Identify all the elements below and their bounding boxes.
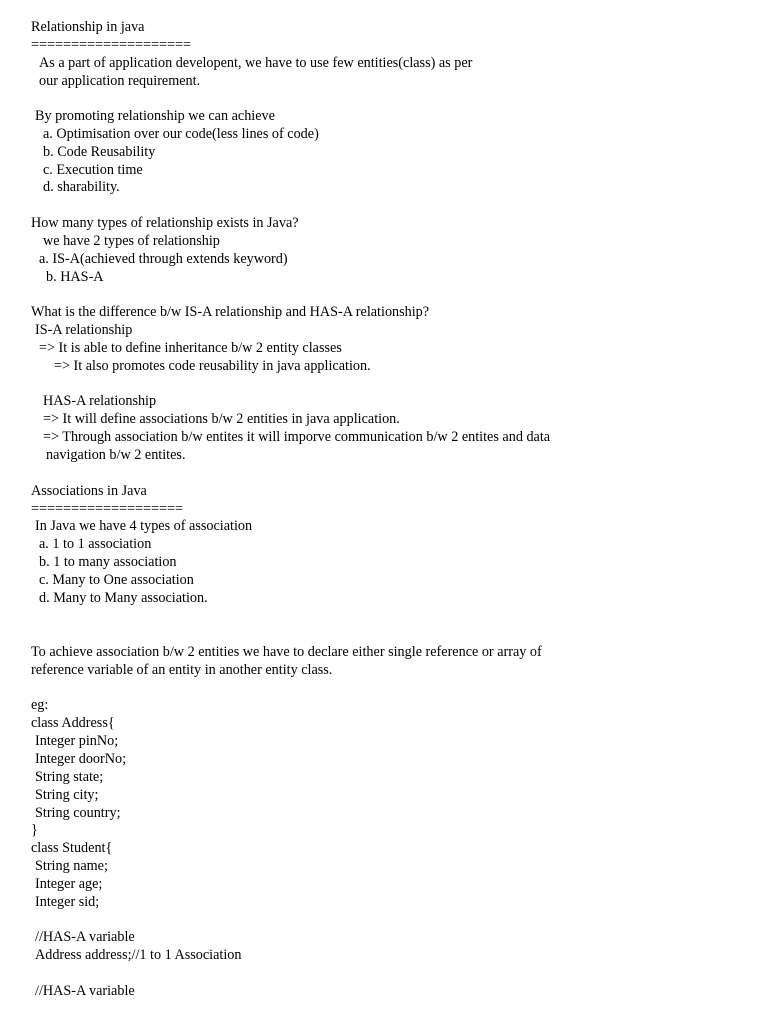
doc-divider: =================== [31, 501, 184, 517]
doc-list-item: b. 1 to many association [39, 554, 177, 570]
doc-line: By promoting relationship we can achieve [35, 108, 275, 124]
doc-line: => It is able to define inheritance b/w 2 entity classes [39, 340, 342, 356]
doc-line: => Through association b/w entites it will imporve communication b/w 2 entites and data [43, 429, 551, 445]
doc-code-line: class Student{ [31, 840, 113, 856]
doc-code-line: String name; [35, 858, 108, 874]
doc-list-item: a. IS-A(achieved through extends keyword) [39, 251, 288, 267]
doc-list-item: a. 1 to 1 association [39, 536, 152, 552]
doc-list-item: b. HAS-A [46, 269, 104, 285]
doc-line: we have 2 types of relationship [43, 233, 220, 249]
doc-line: => It also promotes code reusability in java application. [54, 358, 371, 374]
doc-line: To achieve association b/w 2 entities we have to declare either single reference or array of [31, 644, 542, 660]
doc-line: In Java we have 4 types of association [35, 518, 253, 534]
doc-subheading: HAS-A relationship [43, 393, 157, 409]
doc-question: How many types of relationship exists in Java? [31, 215, 299, 231]
doc-line: our application requirement. [39, 73, 201, 89]
doc-code-line: String country; [35, 805, 121, 821]
doc-code-line: Address address;//1 to 1 Association [35, 947, 242, 963]
doc-code-line: String city; [35, 787, 99, 803]
doc-list-item: a. Optimisation over our code(less lines of code) [43, 126, 319, 142]
doc-code-comment: //HAS-A variable [35, 983, 135, 999]
doc-list-item: d. Many to Many association. [39, 590, 208, 606]
doc-code-line: Integer doorNo; [35, 751, 127, 767]
doc-divider: ==================== [31, 37, 192, 53]
doc-subheading: IS-A relationship [35, 322, 133, 338]
doc-list-item: c. Execution time [43, 162, 143, 178]
doc-heading: Associations in Java [31, 483, 147, 499]
doc-code-line: Integer sid; [35, 894, 100, 910]
doc-code-comment: //HAS-A variable [35, 929, 135, 945]
doc-code-line: Integer pinNo; [35, 733, 119, 749]
doc-line: reference variable of an entity in another entity class. [31, 662, 333, 678]
doc-list-item: b. Code Reusability [43, 144, 156, 160]
doc-code-line: Integer age; [35, 876, 103, 892]
doc-line: navigation b/w 2 entites. [46, 447, 186, 463]
doc-code-line: } [31, 822, 38, 838]
doc-code-line: eg: [31, 697, 49, 713]
doc-list-item: c. Many to One association [39, 572, 194, 588]
doc-code-line: String state; [35, 769, 104, 785]
doc-heading: Relationship in java [31, 19, 145, 35]
doc-question: What is the difference b/w IS-A relationship and HAS-A relationship? [31, 304, 430, 320]
doc-line: As a part of application developent, we have to use few entities(class) as per [39, 55, 473, 71]
doc-list-item: d. sharability. [43, 179, 120, 195]
doc-code-line: class Address{ [31, 715, 115, 731]
doc-line: => It will define associations b/w 2 entities in java application. [43, 411, 400, 427]
